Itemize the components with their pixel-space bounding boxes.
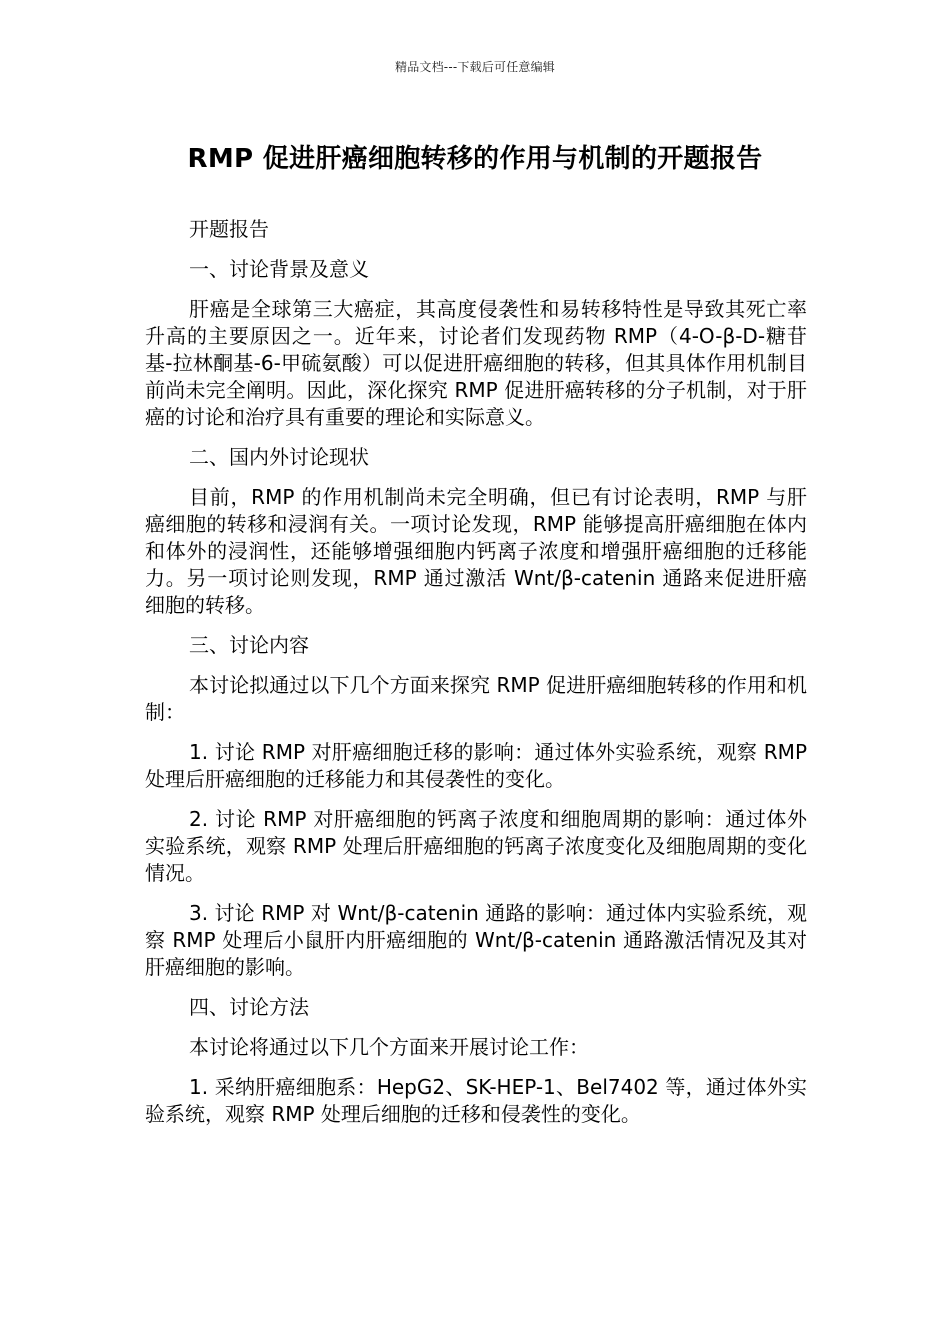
- paragraph-content-intro: 本讨论拟通过以下几个方面来探究 RMP 促进肝癌细胞转移的作用和机制：: [145, 673, 807, 724]
- header-note: 精品文档---下载后可任意编辑: [395, 60, 555, 74]
- paragraph-background: 肝癌是全球第三大癌症，其高度侵袭性和易转移特性是导致其死亡率升高的主要原因之一。近年来，讨论者们发现药物 RMP（4-O-β-D-糖苷基-拉林酮基-6-甲硫氨酸）可以促进肝癌细胞的转移，但其具体作用机制目前尚未完全阐明。因此，深化探究 RMP 促进肝癌转移的分子机制，对于肝癌的讨论和治疗具有重要的理论和实际意义。: [145, 297, 807, 429]
- paragraph-methods-intro: 本讨论将通过以下几个方面来开展讨论工作：: [189, 1035, 589, 1059]
- list-item-methods-1: 1. 采纳肝癌细胞系：HepG2、SK-HEP-1、Bel7402 等，通过体外实验系统，观察 RMP 处理后细胞的迁移和侵袭性的变化。: [145, 1075, 807, 1126]
- section-heading-methods: 四、讨论方法: [189, 995, 309, 1019]
- list-item-content-1: 1. 讨论 RMP 对肝癌细胞迁移的影响：通过体外实验系统，观察 RMP 处理后肝癌细胞的迁移能力和其侵袭性的变化。: [145, 740, 807, 791]
- section-heading-background: 一、讨论背景及意义: [189, 257, 369, 281]
- section-heading-proposal: 开题报告: [189, 217, 269, 241]
- list-item-content-3: 3. 讨论 RMP 对 Wnt/β-catenin 通路的影响：通过体内实验系统，观察 RMP 处理后小鼠肝内肝癌细胞的 Wnt/β-catenin 通路激活情况及其对肝癌细胞的影响。: [145, 901, 807, 979]
- list-item-content-2: 2. 讨论 RMP 对肝癌细胞的钙离子浓度和细胞周期的影响：通过体外实验系统，观察 RMP 处理后肝癌细胞的钙离子浓度变化及细胞周期的变化情况。: [145, 807, 807, 885]
- document-body: [145, 216, 807, 1141]
- section-heading-status: 二、国内外讨论现状: [189, 445, 369, 469]
- section-heading-content: 三、讨论内容: [189, 633, 309, 657]
- document-title: RMP 促进肝癌细胞转移的作用与机制的开题报告: [187, 144, 763, 174]
- paragraph-status: 目前，RMP 的作用机制尚未完全明确，但已有讨论表明，RMP 与肝癌细胞的转移和浸润有关。一项讨论发现，RMP 能够提高肝癌细胞在体内和体外的浸润性，还能够增强细胞内钙离子浓度和增强肝癌细胞的迁移能力。另一项讨论则发现，RMP 通过激活 Wnt/β-catenin 通路来促进肝癌细胞的转移。: [145, 485, 807, 617]
